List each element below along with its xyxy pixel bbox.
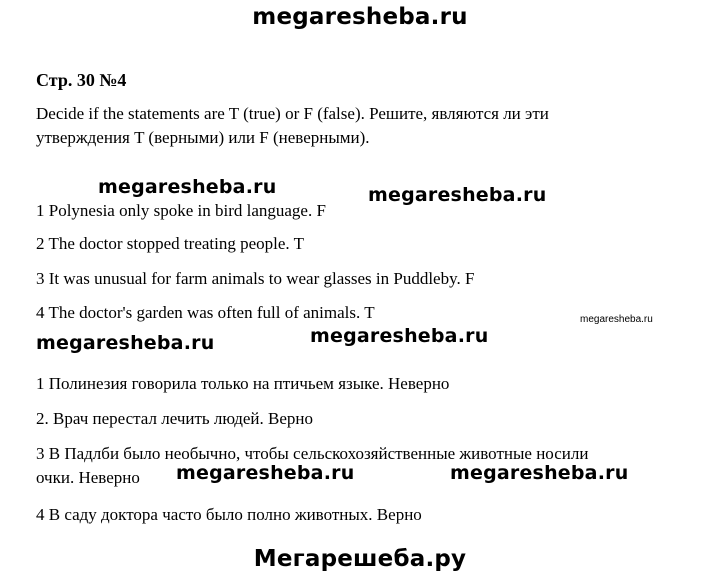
watermark-mid-2: megaresheba.ru xyxy=(368,184,547,206)
watermark-low-2: megaresheba.ru xyxy=(450,462,629,484)
watermark-low-1: megaresheba.ru xyxy=(176,462,355,484)
instruction-line-1: Decide if the statements are T (true) or F (false). Решите, являются ли эти xyxy=(36,104,549,123)
watermark-top: megaresheba.ru xyxy=(252,4,468,30)
page-heading: Стр. 30 №4 xyxy=(36,70,127,90)
russian-answer-2: 2. Врач перестал лечить людей. Верно xyxy=(36,409,314,428)
instruction-line-2: утверждения T (верными) или F (неверными). xyxy=(36,128,370,147)
russian-answer-4: 4 В саду доктора часто было полно животных. Верно xyxy=(36,505,422,524)
watermark-mid-1: megaresheba.ru xyxy=(98,176,277,198)
watermark-mid-3: megaresheba.ru xyxy=(310,325,489,347)
watermark-small: megaresheba.ru xyxy=(580,314,653,325)
english-answer-4: 4 The doctor's garden was often full of animals. T xyxy=(36,303,375,322)
watermark-left-2: megaresheba.ru xyxy=(36,332,215,354)
english-answer-3: 3 It was unusual for farm animals to wear glasses in Puddleby. F xyxy=(36,269,475,288)
english-answer-2: 2 The doctor stopped treating people. T xyxy=(36,234,304,253)
watermark-bottom: Мегарешеба.ру xyxy=(253,546,467,572)
russian-answer-3a: 3 В Падлби было необычно, чтобы сельскохозяйственные животные носили xyxy=(36,444,589,463)
russian-answer-1: 1 Полинезия говорила только на птичьем языке. Неверно xyxy=(36,374,450,393)
english-answer-1: 1 Polynesia only spoke in bird language. F xyxy=(36,201,326,220)
russian-answer-3b: очки. Неверно xyxy=(36,468,140,487)
